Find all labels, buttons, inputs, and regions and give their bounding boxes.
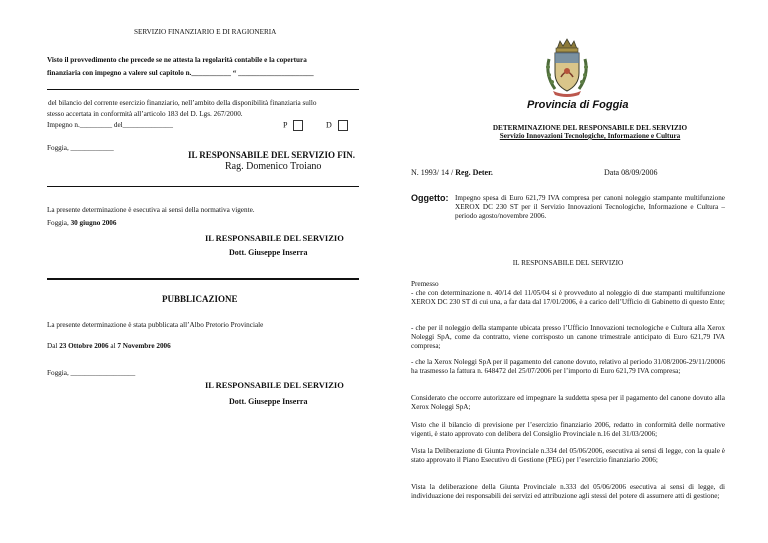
data-label: Data 08/09/2006	[604, 168, 658, 177]
pubblicazione-title: PUBBLICAZIONE	[162, 294, 238, 304]
responsabile-title: IL RESPONSABILE DEL SERVIZIO	[205, 233, 344, 243]
foggia-date-prefix: Foggia,	[47, 219, 71, 227]
reg-number: N. 1993/ 14 /	[411, 168, 456, 177]
oggetto-text: Impegno spesa di Euro 621,79 IVA compresa per canoni noleggio stampante multifunzione XEROX DC 230 ST per il Servizio Innovazioni Tecnologiche, Informazione e Cultura – periodo agosto/novembre 2006.	[455, 194, 725, 220]
paragraph-considerato: Considerato che occorre autorizzare ed impegnare la suddetta spesa per il pagamento del canone dovuto alla Xerox Noleggi SpA;	[411, 394, 725, 412]
pubblicata-text: La presente determinazione è stata pubblicata all’Albo Pretorio Provinciale	[47, 321, 264, 329]
paragraph-fattura: - che la Xerox Noleggi SpA per il pagamento del canone dovuto, relativo al periodo 31/08/2006-29/11/20006 ha trasmesso la fattura n. 648472 del 25/07/2006 per l’importo di Euro 621,79 IVA compresa;	[411, 358, 725, 376]
responsabile-name: Dott. Giuseppe Inserra	[229, 248, 308, 257]
checkbox-d-box[interactable]	[338, 120, 348, 131]
paragraph-noleggio: - che per il noleggio della stampante ubicata presso l’Ufficio Innovazioni tecnologiche e Cultura alla Xerox Noleggi SpA, come da contratto, viene corrisposto un canone trimestrale anticipato di Euro 621,79 IVA compresa;	[411, 324, 725, 351]
department-header: SERVIZIO FINANZIARIO E DI RAGIONERIA	[134, 28, 277, 36]
determinazione-title: DETERMINAZIONE DEL RESPONSABILE DEL SERVIZIO	[492, 124, 688, 132]
stesso-line: stesso accertata in conformità all’articolo 183 del D. Lgs. 267/2000.	[47, 110, 243, 118]
al-date: 7 Novembre 2006	[117, 342, 171, 350]
bilancio-line: del bilancio del corrente esercizio finanziario, nell’ambito della disponibilità finanziaria sullo	[48, 99, 317, 107]
divider	[47, 89, 359, 90]
reg-label: Reg. Deter.	[455, 168, 493, 177]
responsabile-heading: IL RESPONSABILE DEL SERVIZIO	[512, 259, 624, 267]
dal-prefix: Dal	[47, 342, 60, 350]
visto-line-2: finanziaria con impegno a valere sul capitolo n.___________ “ _____________________	[47, 69, 314, 77]
checkbox-p-label: P	[283, 120, 288, 130]
coat-of-arms-svg	[535, 37, 599, 99]
responsabile-fin-name: Rag. Domenico Troiano	[225, 161, 322, 172]
impegno-line: Impegno n._________ del______________	[47, 121, 173, 129]
pubblicazione-dates	[47, 342, 171, 351]
responsabile-name-2: Dott. Giuseppe Inserra	[229, 397, 308, 406]
esecutiva-text: La presente determinazione è esecutiva ai sensi della normativa vigente.	[47, 206, 255, 214]
reg-number-line	[411, 168, 493, 177]
paragraph-responsabili: Vista la deliberazione della Giunta Provinciale n.333 del 05/06/2006 esecutiva ai sensi di legge, di individuazione dei responsabili dei servizi ed attribuzione agli stessi del potere di assumere atti di gestione;	[411, 483, 725, 501]
responsabile-fin-title: IL RESPONSABILE DEL SERVIZIO FIN.	[188, 150, 355, 160]
servizio-subtitle: Servizio Innovazioni Tecnologiche, Informazione e Cultura	[499, 132, 681, 140]
foggia-date-line	[47, 219, 117, 228]
oggetto-label: Oggetto:	[411, 193, 449, 203]
dal-date: 23 Ottobre 2006	[59, 342, 109, 350]
responsabile-title-2: IL RESPONSABILE DEL SERVIZIO	[205, 380, 344, 390]
coat-of-arms-icon	[535, 37, 599, 99]
divider	[47, 186, 359, 187]
foggia-date: 30 giugno 2006	[70, 219, 117, 227]
al-prefix: al	[108, 342, 118, 350]
paragraph-peg: Vista la Deliberazione di Giunta Provinciale n.334 del 05/06/2006, esecutiva ai sensi di legge, con la quale è stato approvato il Piano Esecutivo di Gestione (PEG) per l’esercizio finanziario 2006;	[411, 447, 725, 465]
province-name: Provincia di Foggia	[527, 99, 629, 111]
divider	[47, 278, 359, 280]
paragraph-premesso: Premesso - che con determinazione n. 40/14 del 11/05/04 si è provveduto al noleggio di due stampanti multifunzione XEROX DC 230 ST di cui una, a far data dal 17/01/2006, è a carico dell’Ufficio di Gabinetto di questo Ente;	[411, 280, 725, 307]
checkbox-d-label: D	[326, 120, 332, 130]
paragraph-bilancio: Visto che il bilancio di previsione per l’esercizio finanziario 2006, redatto in conformità delle normative vigenti, è stato approvato con delibera del Consiglio Provinciale n.16 del 31/03/2006;	[411, 421, 725, 439]
foggia-blank-2: Foggia, __________________	[47, 369, 136, 377]
visto-line-1: Visto il provvedimento che precede se ne attesta la regolarità contabile e la copertura	[47, 56, 307, 64]
checkbox-p-box[interactable]	[293, 120, 303, 131]
checkbox-p[interactable]	[283, 120, 303, 131]
checkbox-d[interactable]	[326, 120, 348, 131]
foggia-blank: Foggia, ____________	[47, 144, 114, 152]
